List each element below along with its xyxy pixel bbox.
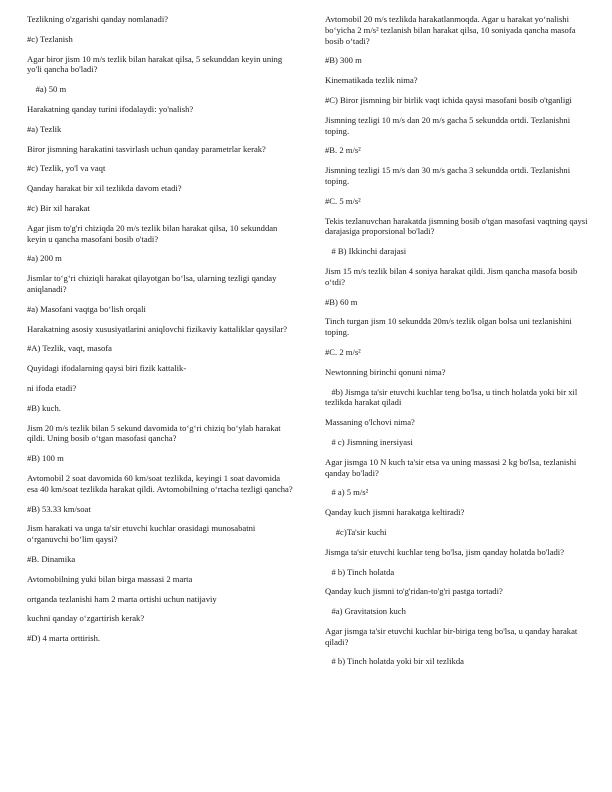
right-column	[325, 14, 591, 676]
question-line: Tinch turgan jism 10 sekundda 20m/s tezlik olgan bolsa uni tezlanishini toping.	[325, 316, 574, 338]
question-line: Avtomobil 20 m/s tezlikda harakatlanmoqda. Agar u harakat yo‘nalishi bo‘yicha 2 m/s² tezlanish bilan harakat qilsa, 10 soniyada qancha masofa bosib o‘tadi?	[325, 14, 578, 46]
question-line: Avtomobilning yuki bilan birga massasi 2 marta	[27, 573, 193, 584]
answer-line: #B) 60 m	[325, 296, 358, 307]
answer-line: #C. 2 m/s²	[325, 346, 361, 357]
question-line: Agar jism to'g'ri chiziqda 20 m/s tezlik bilan harakat qilsa, 10 sekunddan keyin u qancha masofani bosib o'tadi?	[27, 222, 280, 244]
answer-line: # b) Tinch holatda	[325, 566, 395, 577]
answer-line: #B) 300 m	[325, 55, 362, 66]
question-line: Harakatning asosiy xususiyatlarini aniqlovchi fizikaviy kattaliklar qaysilar?	[27, 323, 288, 334]
question-line: Avtomobil 2 soat davomida 60 km/soat tezlikda, keyingi 1 soat davomida esa 40 km/soat tezlikda harakat qildi. Avtomobilning o‘rtacha tezligi qancha?	[27, 472, 293, 494]
answer-line: #C. 5 m/s²	[325, 195, 361, 206]
answer-line: #a) Tezlik	[27, 123, 62, 134]
answer-line: # a) 5 m/s²	[325, 487, 369, 498]
question-line: Jismning tezligi 10 m/s dan 20 m/s gacha 5 sekundda ortdi. Tezlanishni toping.	[325, 114, 573, 136]
question-line: ortganda tezlanishi ham 2 marta ortishi uchun natijaviy	[27, 593, 217, 604]
question-line: kuchni qanday o‘zgartirish kerak?	[27, 613, 145, 624]
question-line: Qanday harakat bir xil tezlikda davom etadi?	[27, 183, 182, 194]
question-line: Jismlar to‘g‘ri chiziqli harakat qilayotgan bo‘lsa, ularning tezligi qanday aniqlanadi?	[27, 273, 279, 294]
question-line: Jism 20 m/s tezlik bilan 5 sekund davomida to‘g‘ri chiziq bo‘ylab harakat qildi. Uning bosib o‘tgan masofasi qancha?	[27, 422, 283, 444]
question-line: Agar biror jism 10 m/s tezlik bilan harakat qilsa, 5 sekunddan keyin uning yo'li qancha bo'ladi?	[27, 53, 285, 75]
question-line: Biror jismning harakatini tasvirlash uchun qanday parametrlar kerak?	[27, 143, 266, 154]
answer-line: #c) Tezlanish	[27, 33, 73, 44]
answer-line: #c)Ta'sir kuchi	[325, 526, 387, 537]
answer-line: #B. Dinamika	[27, 553, 76, 564]
question-line: Jismga ta'sir etuvchi kuchlar teng bo'lsa, jism qanday holatda bo'ladi?	[325, 546, 565, 557]
answer-line: #c) Tezlik, yo'l va vaqt	[27, 163, 106, 174]
answer-line: #c) Bir xil harakat	[27, 202, 90, 213]
question-line: ni ifoda etadi?	[27, 382, 77, 393]
question-line: Newtonning birinchi qonuni nima?	[325, 366, 446, 377]
question-line: Qanday kuch jismni to'g'ridan-to'g'ri pastga tortadi?	[325, 586, 503, 597]
question-line: Harakatning qanday turini ifodalaydi: yo'nalish?	[27, 103, 194, 114]
left-column	[27, 14, 293, 653]
answer-line: #B. 2 m/s²	[325, 145, 361, 156]
question-line: Jismning tezligi 15 m/s dan 30 m/s gacha 3 sekundda ortdi. Tezlanishni toping.	[325, 165, 573, 186]
answer-line: #B) kuch.	[27, 402, 61, 413]
answer-line: #a) 200 m	[27, 253, 62, 264]
answer-line: # b) Tinch holatda yoki bir xil tezlikda	[325, 656, 464, 667]
question-line: Kinematikada tezlik nima?	[325, 75, 418, 86]
answer-line: #a) Gravitatsion kuch	[325, 606, 406, 617]
question-line: Agar jismga ta'sir etuvchi kuchlar bir-biriga teng bo'lsa, u qanday harakat qiladi?	[325, 625, 580, 647]
question-line: Quyidagi ifodalarning qaysi biri fizik kattalik-	[27, 363, 187, 374]
question-line: Qanday kuch jismni harakatga keltiradi?	[325, 507, 465, 518]
answer-line: #C) Biror jismning bir birlik vaqt ichida qaysi masofani bosib o'tganligi	[325, 94, 572, 105]
question-line: Jism harakati va unga ta'sir etuvchi kuchlar orasidagi munosabatni o‘rganuvchi bo‘lim qaysi?	[27, 523, 258, 545]
answer-line: #a) 50 m	[27, 84, 67, 95]
answer-line: #B) 53.33 km/soat	[27, 503, 91, 514]
answer-line: #B) 100 m	[27, 453, 64, 464]
answer-line: # B) Ikkinchi darajasi	[325, 246, 407, 257]
question-line: Tezlikning o'zgarishi qanday nomlanadi?	[27, 14, 169, 24]
question-line: Agar jismga 10 N kuch ta'sir etsa va uning massasi 2 kg bo'lsa, tezlanishi qanday bo'ladi?	[325, 456, 579, 478]
answer-line: #b) Jismga ta'sir etuvchi kuchlar teng bo'lsa, u tinch holatda yoki bir xil tezlikda harakat qiladi	[325, 386, 580, 408]
answer-line: #A) Tezlik, vaqt, masofa	[27, 343, 112, 354]
answer-line: # c) Jismning inersiyasi	[325, 436, 413, 447]
question-line: Jism 15 m/s tezlik bilan 4 soniya harakat qildi. Jism qancha masofa bosib o‘tdi?	[325, 265, 580, 287]
question-line: Tekis tezlanuvchan harakatda jismning bosib o'tgan masofasi vaqtning qaysi darajasiga proporsional bo'ladi?	[325, 215, 590, 237]
answer-line: #a) Masofani vaqtga bo‘lish orqali	[27, 303, 146, 314]
question-line: Massaning o'lchovi nima?	[325, 417, 415, 428]
answer-line: #D) 4 marta orttirish.	[27, 633, 101, 644]
